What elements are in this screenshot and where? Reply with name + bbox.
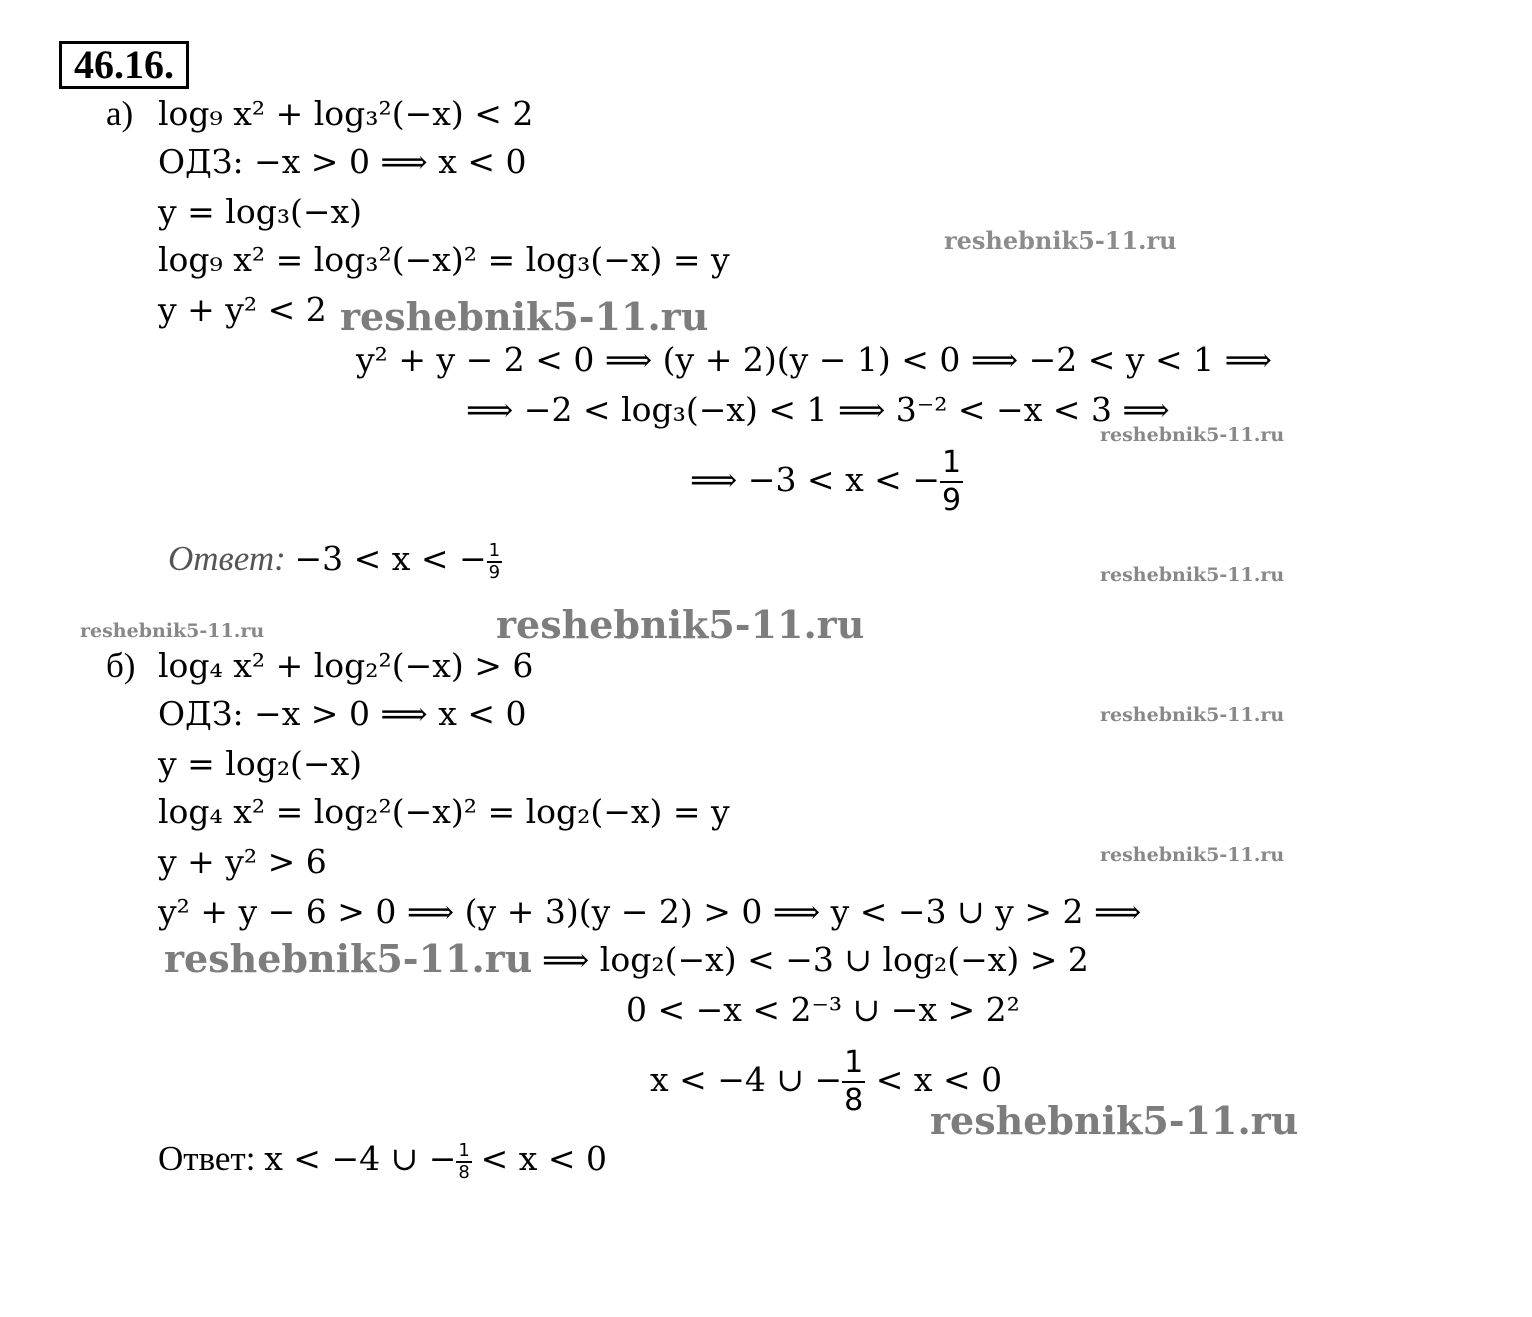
part-a-transform: log₉ x² = log₃²(−x)² = log₃(−x) = y bbox=[158, 240, 730, 279]
fraction-denominator: 8 bbox=[458, 1161, 470, 1183]
fraction-numerator: 1 bbox=[941, 445, 962, 480]
part-b-answer-fraction bbox=[456, 1141, 471, 1183]
part-b-solve-x: 0 < −x < 2⁻³ ∪ −x > 2² bbox=[626, 990, 1020, 1029]
part-a-result bbox=[690, 440, 963, 520]
part-a-quadratic: y + y² < 2 bbox=[158, 290, 327, 329]
part-a-line-1 bbox=[106, 94, 533, 134]
fraction-denominator: 9 bbox=[488, 561, 501, 583]
watermark: reshebnik5-11.ru bbox=[340, 294, 709, 339]
watermark: reshebnik5-11.ru bbox=[1100, 424, 1285, 446]
part-a-answer-prefix: −3 < x < − bbox=[294, 539, 487, 578]
part-b-result-prefix: x < −4 ∪ − bbox=[650, 1060, 843, 1099]
part-b-label: б) bbox=[106, 646, 136, 685]
fraction-denominator: 9 bbox=[941, 483, 962, 518]
watermark: reshebnik5-11.ru bbox=[496, 602, 865, 647]
part-b-transform: log₄ x² = log₂²(−x)² = log₂(−x) = y bbox=[158, 792, 730, 831]
part-a-solve-log: ⟹ −2 < log₃(−x) < 1 ⟹ 3⁻² < −x < 3 ⟹ bbox=[466, 390, 1170, 429]
watermark: reshebnik5-11.ru bbox=[930, 1098, 1299, 1143]
part-b-answer-prefix: x < −4 ∪ − bbox=[264, 1139, 457, 1178]
part-a-answer-fraction bbox=[487, 541, 502, 583]
part-b-substitution: y = log₂(−x) bbox=[158, 744, 363, 783]
problem-number: 46.16. bbox=[59, 41, 189, 89]
fraction-denominator: 8 bbox=[844, 1083, 864, 1118]
watermark: reshebnik5-11.ru bbox=[1100, 564, 1285, 586]
part-a-answer-label: Ответ: bbox=[168, 539, 286, 578]
part-a-result-fraction bbox=[940, 445, 963, 519]
part-b-inequality: log₄ x² + log₂²(−x) > 6 bbox=[158, 646, 534, 685]
part-b-line-1 bbox=[106, 646, 533, 686]
part-b-domain: ОДЗ: −x > 0 ⟹ x < 0 bbox=[158, 694, 527, 733]
watermark: reshebnik5-11.ru bbox=[944, 226, 1177, 255]
part-a-domain: ОДЗ: −x > 0 ⟹ x < 0 bbox=[158, 142, 527, 181]
part-b-quadratic: y + y² > 6 bbox=[158, 842, 327, 881]
part-b-answer bbox=[158, 1136, 607, 1183]
fraction-numerator: 1 bbox=[488, 539, 501, 561]
part-b-solve-log: ⟹ log₂(−x) < −3 ∪ log₂(−x) > 2 bbox=[542, 940, 1089, 979]
part-a-answer bbox=[168, 536, 502, 583]
part-a-solve-y: y² + y − 2 < 0 ⟹ (y + 2)(y − 1) < 0 ⟹ −2 < y < 1 ⟹ bbox=[356, 340, 1272, 379]
watermark: reshebnik5-11.ru bbox=[164, 936, 533, 981]
part-a-inequality: log₉ x² + log₃²(−x) < 2 bbox=[158, 94, 534, 133]
part-b-result-suffix: < x < 0 bbox=[875, 1060, 1003, 1099]
part-b-result-fraction bbox=[842, 1045, 865, 1119]
watermark: reshebnik5-11.ru bbox=[1100, 844, 1285, 866]
part-b-answer-suffix: < x < 0 bbox=[480, 1139, 607, 1178]
part-a-result-prefix: ⟹ −3 < x < − bbox=[690, 460, 940, 499]
part-a-label: а) bbox=[106, 94, 134, 133]
part-b-answer-label: Ответ: bbox=[158, 1139, 256, 1178]
watermark: reshebnik5-11.ru bbox=[1100, 704, 1285, 726]
fraction-numerator: 1 bbox=[844, 1045, 864, 1080]
part-a-substitution: y = log₃(−x) bbox=[158, 192, 363, 231]
watermark: reshebnik5-11.ru bbox=[80, 620, 265, 642]
part-b-solve-y: y² + y − 6 > 0 ⟹ (y + 3)(y − 2) > 0 ⟹ y < −3 ∪ y > 2 ⟹ bbox=[158, 892, 1142, 931]
fraction-numerator: 1 bbox=[458, 1139, 470, 1161]
